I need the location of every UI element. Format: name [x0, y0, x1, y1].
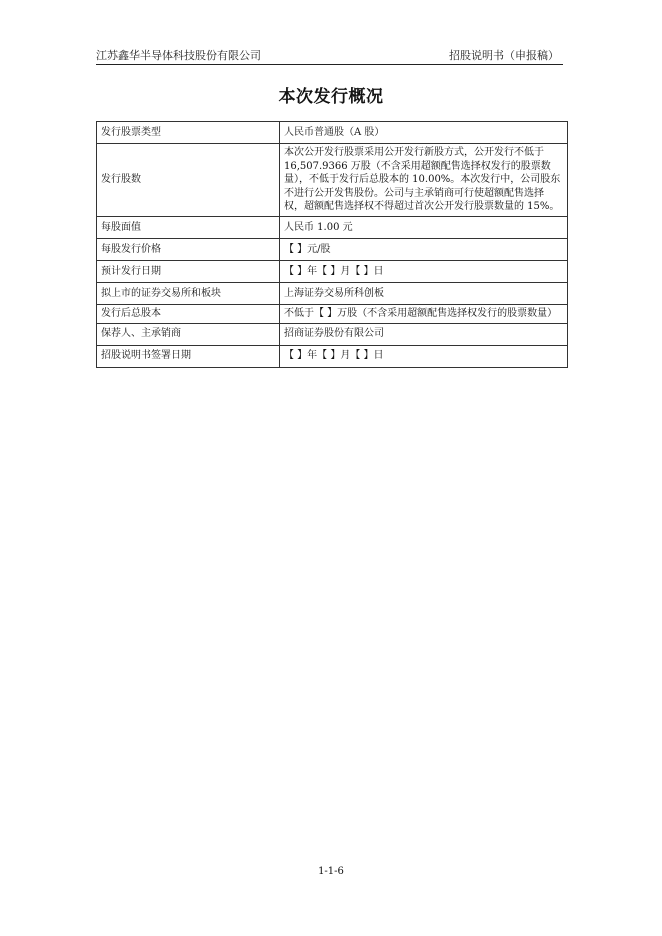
row-value: 招商证券股份有限公司: [280, 323, 568, 345]
offering-summary-table: [96, 121, 568, 368]
row-label: 发行股票类型: [97, 122, 280, 144]
row-value: 【 】年【 】月【 】日: [280, 345, 568, 367]
table-row: [97, 122, 568, 144]
row-value: 不低于【 】万股（不含采用超额配售选择权发行的股票数量）: [280, 304, 568, 323]
row-value: 【 】元/股: [280, 238, 568, 260]
page-header: [96, 45, 563, 63]
row-label: 发行后总股本: [97, 304, 280, 323]
table-row: [97, 345, 568, 367]
row-label: 招股说明书签署日期: [97, 345, 280, 367]
table-row: [97, 282, 568, 304]
row-value: 人民币 1.00 元: [280, 216, 568, 238]
table-row: [97, 144, 568, 217]
row-label: 保荐人、主承销商: [97, 323, 280, 345]
table-row: [97, 260, 568, 282]
document-type: 招股说明书（申报稿）: [449, 49, 559, 62]
row-label: 每股发行价格: [97, 238, 280, 260]
table-row: [97, 304, 568, 323]
row-value: 【 】年【 】月【 】日: [280, 260, 568, 282]
page-title: 本次发行概况: [278, 87, 384, 107]
row-value: 人民币普通股（A 股）: [280, 122, 568, 144]
table-row: [97, 216, 568, 238]
header-divider: [96, 64, 563, 65]
row-label: 预计发行日期: [97, 260, 280, 282]
row-label: 发行股数: [97, 144, 280, 217]
page-number: 1-1-6: [318, 866, 344, 877]
company-name: 江苏鑫华半导体科技股份有限公司: [96, 49, 261, 62]
row-label: 拟上市的证券交易所和板块: [97, 282, 280, 304]
row-value: 上海证券交易所科创板: [280, 282, 568, 304]
row-value: 本次公开发行股票采用公开发行新股方式，公开发行不低于 16,507.9366 万股（不含采用超额配售选择权发行的股票数量），不低于发行后总股本的 10.00%。本次发行中，公司股东不进行公开发售股份。公司与主承销商可行使超额配售选择权，超额配售选择权不得超过首次公开发行股票数量的 15%。: [280, 144, 568, 217]
table-row: [97, 323, 568, 345]
table-row: [97, 238, 568, 260]
row-label: 每股面值: [97, 216, 280, 238]
